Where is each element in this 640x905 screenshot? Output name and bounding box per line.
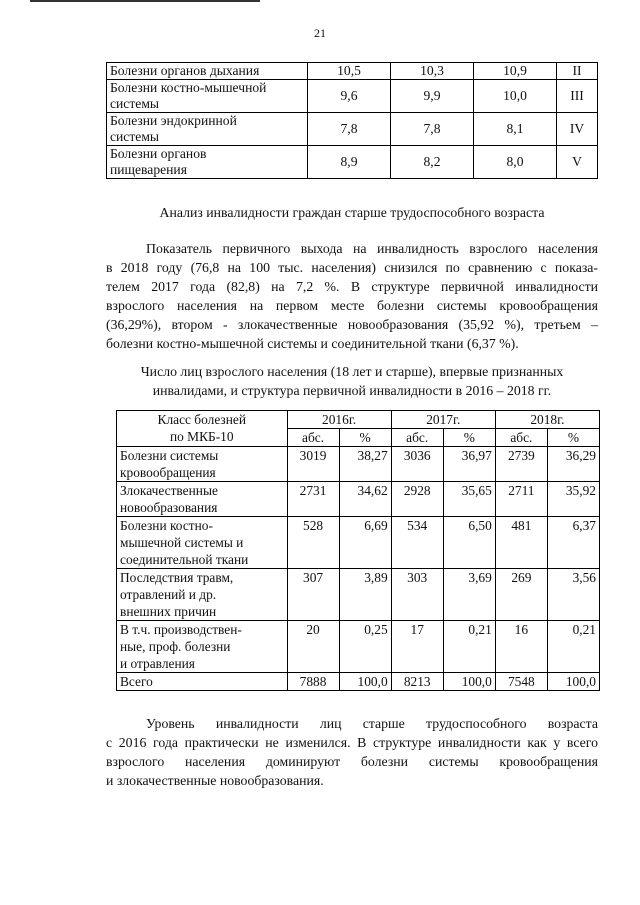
absolute-count-cell: 20 — [287, 621, 339, 673]
table-row — [117, 673, 600, 691]
paragraph-line: с 2016 года практически не изменился. В структуре инвалидности как у всего — [106, 735, 598, 750]
rank-cell: II — [557, 63, 598, 80]
table-row — [117, 517, 600, 569]
absolute-count-cell: 8213 — [391, 673, 443, 691]
year-header-2017: 2017г. — [391, 411, 495, 429]
table-row — [117, 621, 600, 673]
disease-class-cell: В т.ч. производствен- ные, проф. болезни и отравления — [117, 621, 288, 673]
class-header-cell: Класс болезней по МКБ-10 — [117, 411, 288, 447]
percent-cell: 35,92 — [547, 482, 599, 517]
pct-header: % — [547, 429, 599, 447]
disease-class-cell: Злокачественные новообразования — [117, 482, 288, 517]
paragraph-line: взрослого населения на первом месте болезни системы кровообращения — [106, 298, 598, 313]
value-cell: 7,8 — [308, 113, 391, 146]
disease-class-cell: Болезни системы кровообращения — [117, 447, 288, 482]
percent-cell: 0,25 — [339, 621, 391, 673]
abs-header: абс. — [287, 429, 339, 447]
disease-class-cell: Болезни костно- мышечной системы и соединительной ткани — [117, 517, 288, 569]
absolute-count-cell: 269 — [495, 569, 547, 621]
absolute-count-cell: 534 — [391, 517, 443, 569]
absolute-count-cell: 528 — [287, 517, 339, 569]
year-header-2018: 2018г. — [495, 411, 599, 429]
disease-class-cell: Последствия травм, отравлений и др. внешних причин — [117, 569, 288, 621]
caption-line: инвалидами, и структура первичной инвалидности в 2016 – 2018 гг. — [152, 383, 552, 398]
value-cell: 10,0 — [474, 80, 557, 113]
paragraph-line: телем 2017 года (82,8) на 7,2 %. В структуре первичной инвалидности — [106, 279, 598, 294]
percent-cell: 3,69 — [443, 569, 495, 621]
absolute-count-cell: 481 — [495, 517, 547, 569]
value-cell: 8,1 — [474, 113, 557, 146]
percent-cell: 38,27 — [339, 447, 391, 482]
section-heading: Анализ инвалидности граждан старше трудоспособного возраста — [159, 205, 545, 220]
table-row — [107, 113, 598, 146]
rank-cell: IV — [557, 113, 598, 146]
absolute-count-cell: 3036 — [391, 447, 443, 482]
disease-class-cell: Болезни органов пищеварения — [107, 146, 308, 179]
paragraph-line: и злокачественные новообразования. — [106, 773, 324, 788]
absolute-count-cell: 16 — [495, 621, 547, 673]
percent-cell: 3,89 — [339, 569, 391, 621]
percent-cell: 35,65 — [443, 482, 495, 517]
pct-header: % — [339, 429, 391, 447]
percent-cell: 36,97 — [443, 447, 495, 482]
rank-cell: V — [557, 146, 598, 179]
value-cell: 8,2 — [391, 146, 474, 179]
absolute-count-cell: 303 — [391, 569, 443, 621]
value-cell: 9,9 — [391, 80, 474, 113]
year-header-2016: 2016г. — [287, 411, 391, 429]
value-cell: 8,0 — [474, 146, 557, 179]
absolute-count-cell: 2739 — [495, 447, 547, 482]
absolute-count-cell: 2731 — [287, 482, 339, 517]
percent-cell: 6,37 — [547, 517, 599, 569]
value-cell: 7,8 — [391, 113, 474, 146]
disease-class-cell: Болезни костно-мышечной системы — [107, 80, 308, 113]
disease-class-cell: Болезни эндокринной системы — [107, 113, 308, 146]
table-row — [117, 482, 600, 517]
percent-cell: 34,62 — [339, 482, 391, 517]
absolute-count-cell: 2928 — [391, 482, 443, 517]
table-row — [107, 63, 598, 80]
absolute-count-cell: 17 — [391, 621, 443, 673]
paragraph-conclusion — [106, 714, 598, 790]
disease-class-cell: Всего — [117, 673, 288, 691]
table-row — [107, 146, 598, 179]
percent-cell: 100,0 — [547, 673, 599, 691]
paragraph-line: (36,29%), втором - злокачественные новообразования (35,92 %), третьем – — [106, 317, 598, 332]
table-row — [107, 80, 598, 113]
percent-cell: 3,56 — [547, 569, 599, 621]
caption-line: Число лиц взрослого населения (18 лет и старше), впервые признанных — [140, 364, 564, 379]
pct-header: % — [443, 429, 495, 447]
percent-cell: 100,0 — [443, 673, 495, 691]
absolute-count-cell: 3019 — [287, 447, 339, 482]
disability-structure-table — [116, 410, 600, 691]
table-row — [117, 569, 600, 621]
paragraph-line: в 2018 году (76,8 на 100 тыс. населения) снизился по сравнению с показа- — [106, 260, 598, 275]
paragraph-line: Показатель первичного выхода на инвалидность взрослого населения — [146, 241, 598, 256]
paragraph-primary-disability — [106, 239, 598, 353]
percent-cell: 6,69 — [339, 517, 391, 569]
morbidity-rank-table — [106, 62, 598, 179]
paragraph-line: болезни костно-мышечной системы и соединительной ткани (6,37 %). — [106, 336, 519, 351]
value-cell: 9,6 — [308, 80, 391, 113]
paragraph-line: взрослого населения доминируют болезни системы кровообращения — [106, 754, 598, 769]
abs-header: абс. — [391, 429, 443, 447]
table-header-row — [117, 411, 600, 429]
top-rule — [30, 0, 260, 2]
abs-header: абс. — [495, 429, 547, 447]
percent-cell: 100,0 — [339, 673, 391, 691]
value-cell: 10,5 — [308, 63, 391, 80]
paragraph-line: Уровень инвалидности лиц старше трудоспособного возраста — [146, 716, 598, 731]
percent-cell: 0,21 — [443, 621, 495, 673]
percent-cell: 36,29 — [547, 447, 599, 482]
absolute-count-cell: 7888 — [287, 673, 339, 691]
absolute-count-cell: 307 — [287, 569, 339, 621]
value-cell: 10,9 — [474, 63, 557, 80]
rank-cell: III — [557, 80, 598, 113]
table-row — [117, 447, 600, 482]
disease-class-cell: Болезни органов дыхания — [107, 63, 308, 80]
page-number: 21 — [314, 26, 326, 40]
absolute-count-cell: 7548 — [495, 673, 547, 691]
absolute-count-cell: 2711 — [495, 482, 547, 517]
value-cell: 8,9 — [308, 146, 391, 179]
table2-caption — [106, 362, 598, 400]
percent-cell: 6,50 — [443, 517, 495, 569]
percent-cell: 0,21 — [547, 621, 599, 673]
value-cell: 10,3 — [391, 63, 474, 80]
